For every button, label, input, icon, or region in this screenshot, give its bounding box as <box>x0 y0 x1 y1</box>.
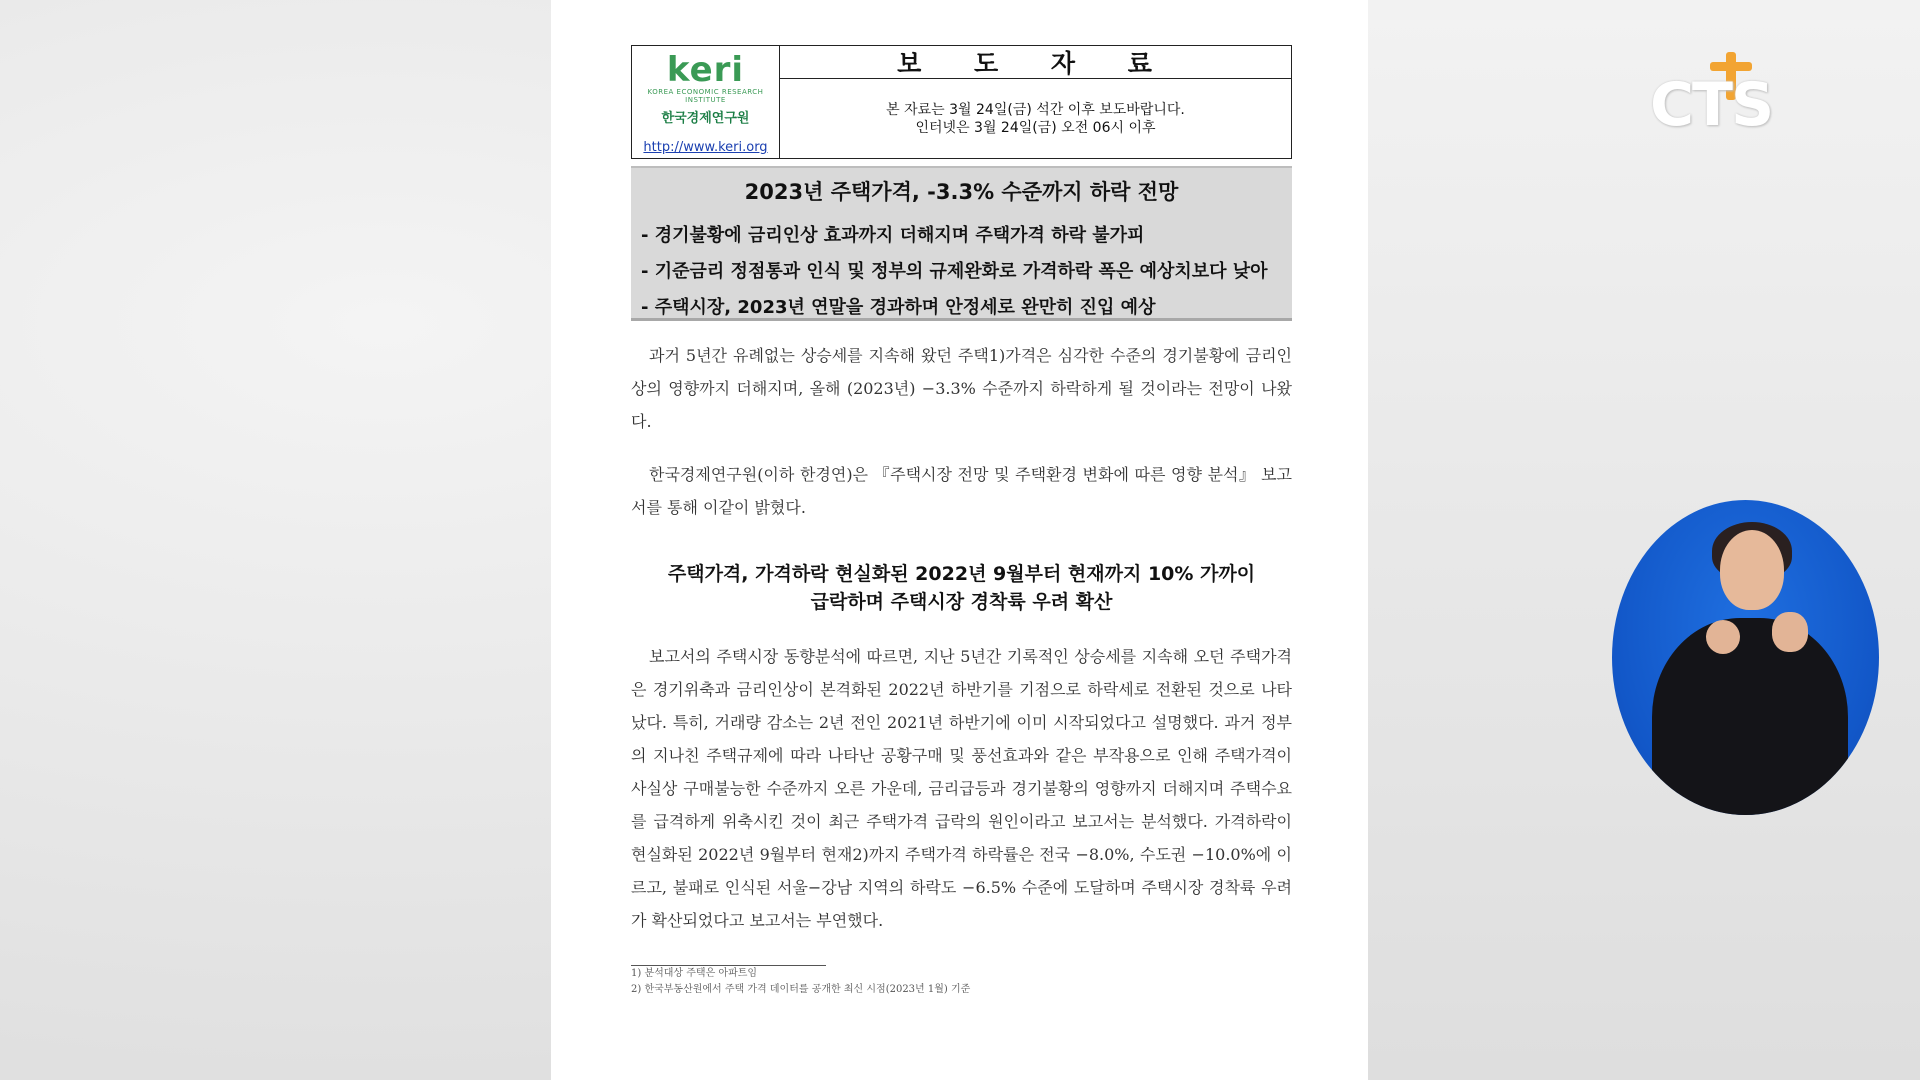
sign-language-interpreter <box>1612 500 1879 815</box>
keri-logo-cell <box>632 46 780 158</box>
section-subheading <box>631 560 1292 616</box>
document-page <box>551 0 1368 1080</box>
headline-box <box>631 166 1292 321</box>
headline-sub-2: - 기준금리 정점통과 인식 및 정부의 규제완화로 가격하락 폭은 예상치보다 낮아 <box>641 261 1268 282</box>
footnote-2: 2) 한국부동산원에서 주택 가격 데이터를 공개한 최신 시점(2023년 1월) 기준 <box>631 984 971 995</box>
keri-url-link[interactable]: http://www.keri.org <box>643 140 768 155</box>
press-release <box>631 45 1292 998</box>
header-box <box>631 45 1292 159</box>
embargo-notice <box>780 79 1291 158</box>
footnote-1: 1) 분석대상 주택은 아파트임 <box>631 968 758 979</box>
interpreter-body <box>1652 618 1848 815</box>
background-right <box>1368 0 1920 1080</box>
channel-logo: CTS <box>1650 70 1773 140</box>
interpreter-hand-right <box>1772 612 1808 652</box>
body-paragraph-3: 보고서의 주택시장 동향분석에 따르면, 지난 5년간 기록적인 상승세를 지속해 오던 주택가격은 경기위축과 금리인상이 본격화된 2022년 하반기를 기점으로 하락세로 전환된 것으로 나타났다. 특히, 거래량 감소는 2년 전인 2021년 하반기에 이미 시작되었다고 설명했다. 과거 정부의 지나친 주택규제에 따라 나타난 공황구매 및 풍선효과와 같은 부작용으로 인해 주택가격이 사실상 구매불능한 수준까지 오른 가운데, 금리급등과 경기불황의 영향까지 더해지며 주택수요를 급격하게 위축시킨 것이 최근 주택가격 급락의 원인이라고 보고서는 분석했다. 가격하락이 현실화된 2022년 9월부터 현재2)까지 주택가격 하락률은 전국 −8.0%, 수도권 −10.0%에 이르고, 불패로 인식된 서울−강남 지역의 하락도 −6.5% 수준에 도달하며 주택시장 경착륙 우려가 확산되었다고 보고서는 부연했다. <box>631 647 1292 930</box>
headline-sub-1: - 경기불황에 금리인상 효과까지 더해지며 주택가격 하락 불가피 <box>641 225 1145 246</box>
press-release-title: 보 도 자 료 <box>780 46 1291 79</box>
body-paragraph-2: 한국경제연구원(이하 한경연)은 『주택시장 전망 및 주택환경 변화에 따른 영향 분석』 보고서를 통해 이같이 밝혔다. <box>631 465 1292 517</box>
interpreter-hand-left <box>1706 620 1740 654</box>
headline-main: 2023년 주택가격, -3.3% 수준까지 하락 전망 <box>744 180 1179 204</box>
interpreter-face <box>1720 530 1784 610</box>
header-right-cell <box>780 46 1291 158</box>
body-paragraph-1: 과거 5년간 유례없는 상승세를 지속해 왔던 주택1)가격은 심각한 수준의 경기불황에 금리인상의 영향까지 더해지며, 올해 (2023년) −3.3% 수준까지 하락하게 될 것이라는 전망이 나왔다. <box>631 346 1292 431</box>
headline-sub-3: - 주택시장, 2023년 연말을 경과하며 안정세로 완만히 진입 예상 <box>641 297 1156 318</box>
subheading-line-2: 급락하며 주택시장 경착륙 우려 확산 <box>810 591 1113 613</box>
subheading-line-1: 주택가격, 가격하락 현실화된 2022년 9월부터 현재까지 10% 가까이 <box>667 563 1256 585</box>
embargo-line-1: 본 자료는 3월 24일(금) 석간 이후 보도바랍니다. <box>886 101 1185 118</box>
keri-korean-name: 한국경제연구원 <box>661 111 750 126</box>
embargo-line-2: 인터넷은 3월 24일(금) 오전 06시 이후 <box>915 119 1156 136</box>
keri-logo: keri <box>666 50 745 90</box>
keri-logo-subtitle: KOREA ECONOMIC RESEARCH INSTITUTE <box>647 88 764 104</box>
